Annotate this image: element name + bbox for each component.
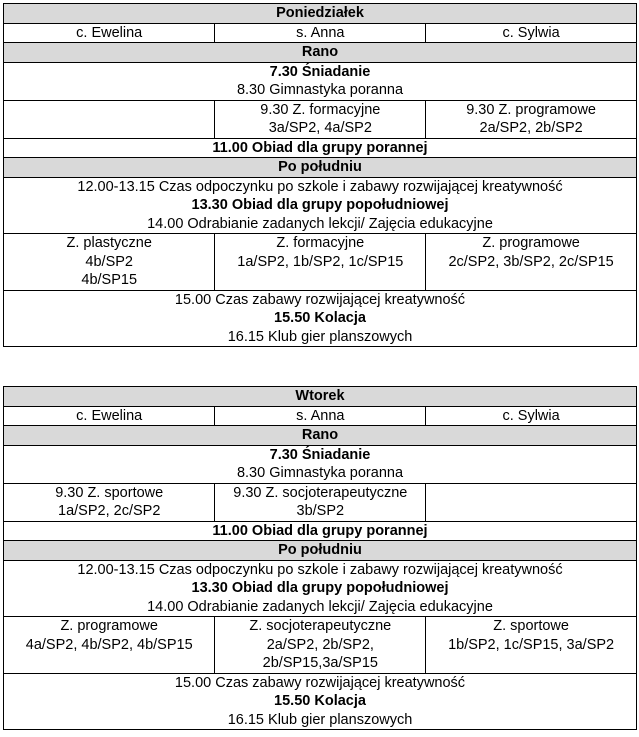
class-title: Z. programowe bbox=[482, 235, 580, 251]
section-header-morning: Rano bbox=[4, 43, 637, 63]
afternoon-events bbox=[4, 177, 637, 234]
club-entry: 16.15 Klub gier planszowych bbox=[227, 328, 413, 345]
class-groups: 3b/SP2 bbox=[296, 503, 345, 519]
lunch-morning-entry: 11.00 Obiad dla grupy porannej bbox=[4, 138, 637, 158]
class-cell bbox=[215, 234, 426, 291]
dinner-entry: 15.50 Kolacja bbox=[274, 310, 366, 326]
class-cell bbox=[4, 234, 215, 291]
class-title: Z. sportowe bbox=[493, 618, 569, 634]
dinner-entry: 15.50 Kolacja bbox=[274, 693, 366, 709]
gym-entry: 8.30 Gimnastyka poranna bbox=[236, 465, 404, 481]
homework-entry: 14.00 Odrabianie zadanych lekcji/ Zajęcia edukacyjne bbox=[147, 215, 493, 232]
teacher-name: s. Anna bbox=[215, 23, 426, 43]
class-groups: 2c/SP2, 3b/SP2, 2c/SP15 bbox=[448, 253, 614, 270]
class-groups: 2a/SP2, 2b/SP2, bbox=[266, 636, 374, 653]
class-cell bbox=[426, 483, 637, 521]
section-header-afternoon: Po południu bbox=[4, 158, 637, 178]
class-title: 9.30 Z. sportowe bbox=[55, 484, 164, 501]
teacher-name: c. Sylwia bbox=[426, 23, 637, 43]
class-groups: 2a/SP2, 2b/SP2 bbox=[479, 120, 583, 136]
afternoon-events bbox=[4, 560, 637, 617]
teacher-name: c. Sylwia bbox=[426, 406, 637, 426]
schedule-table-monday bbox=[3, 3, 637, 347]
rest-entry: 12.00-13.15 Czas odpoczynku po szkole i zabawy rozwijającej kreatywność bbox=[77, 178, 563, 195]
class-title: 9.30 Z. socjoterapeutyczne bbox=[233, 484, 408, 501]
homework-entry: 14.00 Odrabianie zadanych lekcji/ Zajęcia edukacyjne bbox=[147, 598, 493, 615]
class-title: Z. formacyjne bbox=[276, 235, 365, 251]
breakfast-entry: 7.30 Śniadanie bbox=[269, 446, 371, 463]
class-title: Z. plastyczne bbox=[66, 235, 152, 251]
evening-events bbox=[4, 673, 637, 730]
lunch-afternoon-entry: 13.30 Obiad dla grupy popołudniowej bbox=[191, 580, 449, 596]
section-header-morning: Rano bbox=[4, 426, 637, 446]
club-entry: 16.15 Klub gier planszowych bbox=[227, 711, 413, 728]
breakfast-entry: 7.30 Śniadanie bbox=[269, 63, 371, 80]
rest-entry: 12.00-13.15 Czas odpoczynku po szkole i zabawy rozwijającej kreatywność bbox=[77, 561, 563, 578]
section-header-afternoon: Po południu bbox=[4, 541, 637, 561]
class-cell bbox=[426, 234, 637, 291]
class-title: Z. programowe bbox=[60, 618, 158, 634]
play-entry: 15.00 Czas zabawy rozwijającej kreatywność bbox=[174, 291, 466, 308]
day-title: Wtorek bbox=[4, 387, 637, 407]
class-cell bbox=[215, 100, 426, 138]
schedule-table-tuesday bbox=[3, 386, 637, 730]
class-cell bbox=[4, 100, 215, 138]
morning-events bbox=[4, 445, 637, 483]
evening-events bbox=[4, 290, 637, 347]
play-entry: 15.00 Czas zabawy rozwijającej kreatywność bbox=[174, 674, 466, 691]
lunch-morning-entry: 11.00 Obiad dla grupy porannej bbox=[4, 521, 637, 541]
class-cell bbox=[4, 483, 215, 521]
teacher-name: s. Anna bbox=[215, 406, 426, 426]
class-cell bbox=[215, 617, 426, 674]
class-cell bbox=[215, 483, 426, 521]
class-groups: 1a/SP2, 2c/SP2 bbox=[58, 503, 161, 519]
class-groups: 3a/SP2, 4a/SP2 bbox=[268, 120, 372, 136]
class-cell bbox=[426, 100, 637, 138]
class-groups: 2b/SP15,3a/SP15 bbox=[262, 655, 378, 671]
class-groups: 1b/SP2, 1c/SP15, 3a/SP2 bbox=[448, 636, 615, 653]
morning-events bbox=[4, 62, 637, 100]
class-groups: 1a/SP2, 1b/SP2, 1c/SP15 bbox=[237, 253, 404, 270]
day-title: Poniedziałek bbox=[4, 4, 637, 24]
class-groups: 4b/SP2 bbox=[85, 253, 133, 270]
lunch-afternoon-entry: 13.30 Obiad dla grupy popołudniowej bbox=[191, 197, 449, 213]
teacher-name: c. Ewelina bbox=[4, 23, 215, 43]
gym-entry: 8.30 Gimnastyka poranna bbox=[236, 82, 404, 98]
class-title: 9.30 Z. programowe bbox=[466, 101, 596, 118]
class-groups: 4b/SP15 bbox=[81, 272, 138, 288]
class-groups: 4a/SP2, 4b/SP2, 4b/SP15 bbox=[25, 636, 193, 653]
teacher-name: c. Ewelina bbox=[4, 406, 215, 426]
class-title: 9.30 Z. formacyjne bbox=[260, 101, 381, 118]
class-cell bbox=[426, 617, 637, 674]
class-cell bbox=[4, 617, 215, 674]
class-title: Z. socjoterapeutyczne bbox=[249, 618, 392, 634]
